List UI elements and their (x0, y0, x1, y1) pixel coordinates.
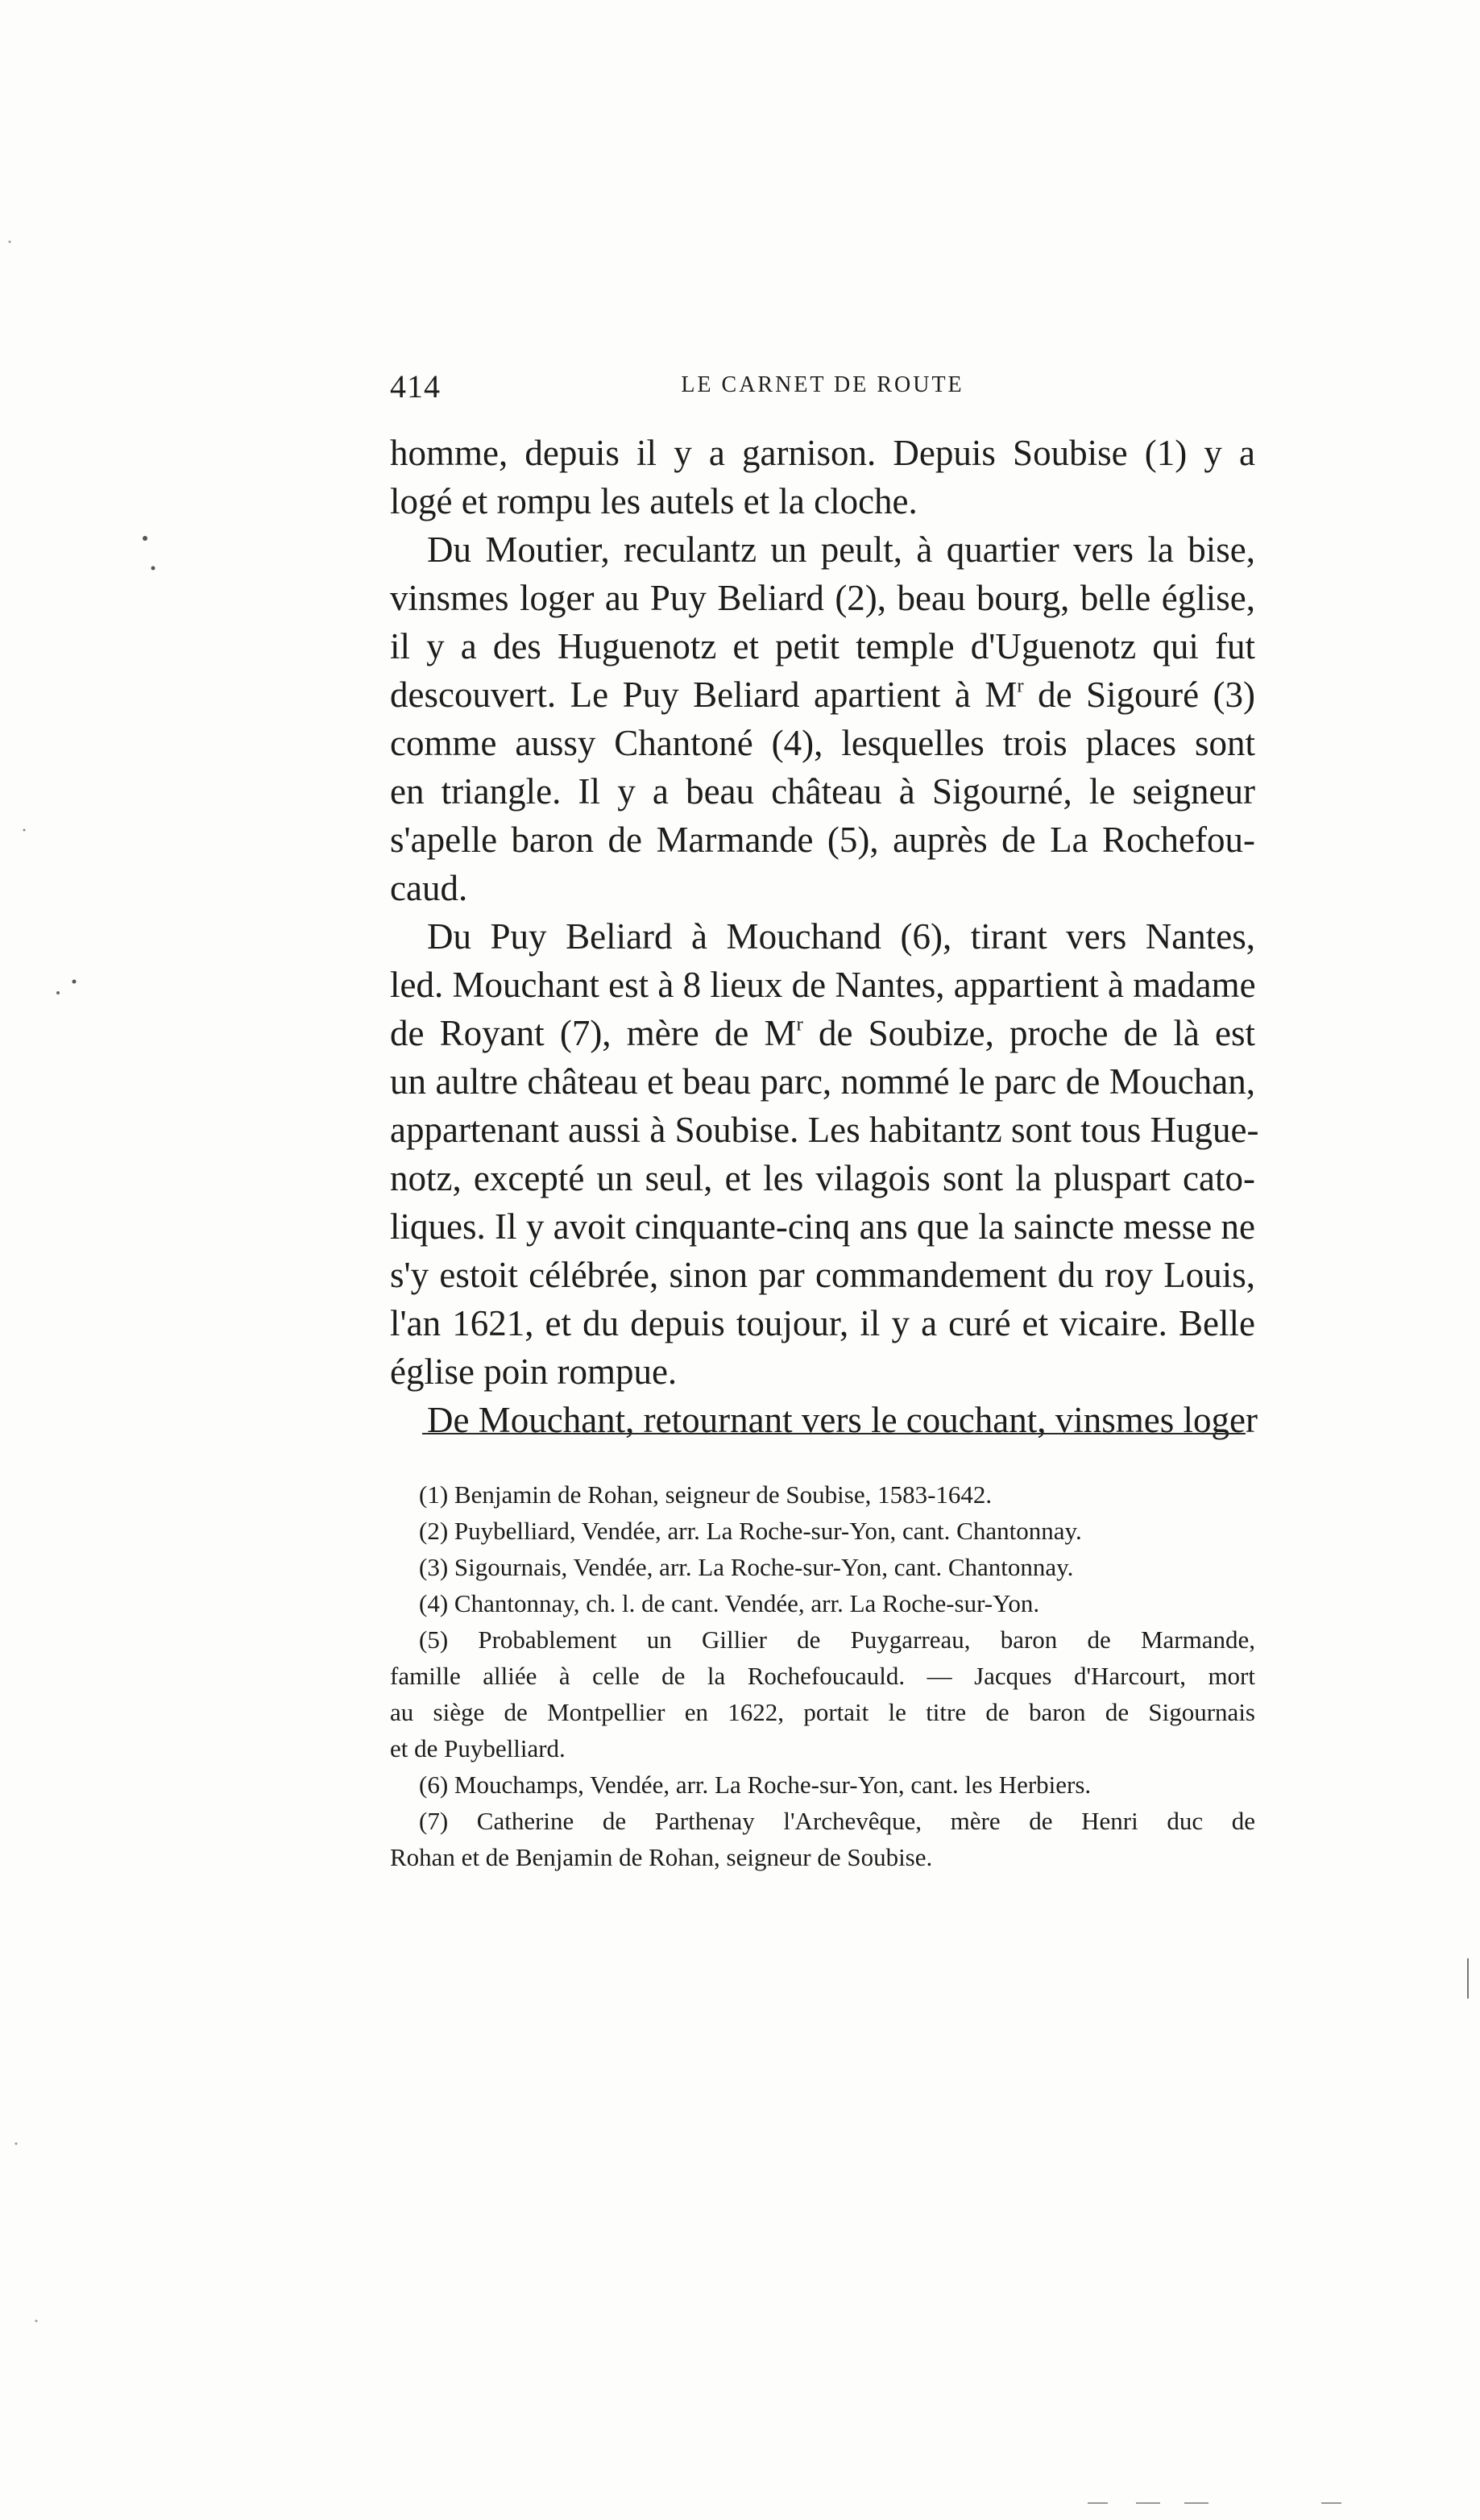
text-line: église poin rompue. (390, 1351, 678, 1392)
text-fragment: de Soubize, proche de là est (802, 1013, 1255, 1053)
main-text (390, 429, 1259, 1444)
text-line: Du Puy Beliard à Mouchand (6), tirant vers Nantes, (427, 916, 1255, 957)
text-line: led. Mouchant est à 8 lieux de Nantes, appartient à madame (390, 965, 1256, 1005)
footnotes (390, 1476, 1255, 1875)
text-line: un aultre château et beau parc, nommé le parc de Mouchan, (390, 1061, 1255, 1102)
footnote-line: (2) Puybelliard, Vendée, arr. La Roche-sur-Yon, cant. Chantonnay. (419, 1517, 1082, 1545)
footnote-divider (422, 1433, 1246, 1434)
text-line: appartenant aussi à Soubise. Les habitantz sont tous Hugue- (390, 1110, 1259, 1150)
text-line: homme, depuis il y a garnison. Depuis Soubise (1) y a (390, 433, 1255, 473)
running-title: LE CARNET DE ROUTE (681, 372, 964, 397)
text-fragment: de Royant (7), mère de M (390, 1013, 797, 1053)
text-fragment: descouvert. Le Puy Beliard apartient à M (390, 675, 1018, 715)
footnote-line: (4) Chantonnay, ch. l. de cant. Vendée, arr. La Roche-sur-Yon. (419, 1589, 1040, 1617)
text-line: notz, excepté un seul, et les vilagois sont la pluspart cato- (390, 1158, 1255, 1198)
text-line: liques. Il y avoit cinquante-cinq ans que la saincte messe ne (390, 1206, 1255, 1247)
footnote-line: et de Puybelliard. (390, 1734, 566, 1762)
text-line: Du Moutier, reculantz un peult, à quartier vers la bise, (427, 529, 1255, 570)
text-line (390, 670, 1255, 719)
running-head (390, 367, 1255, 408)
footnote-line: famille alliée à celle de la Rochefoucauld. — Jacques d'Harcourt, mort (390, 1662, 1255, 1690)
text-line: en triangle. Il y a beau château à Sigourné, le seigneur (390, 771, 1255, 812)
page-number: 414 (390, 368, 441, 405)
text-line: vinsmes loger au Puy Beliard (2), beau bourg, belle église, (390, 578, 1255, 618)
text-line: l'an 1621, et du depuis toujour, il y a curé et vicaire. Belle (390, 1303, 1255, 1343)
footnote-line: au siège de Montpellier en 1622, portait le titre de baron de Sigournais (390, 1698, 1255, 1726)
footnote-line: (3) Sigournais, Vendée, arr. La Roche-sur-Yon, cant. Chantonnay. (419, 1553, 1074, 1581)
footnote-line: (5) Probablement un Gillier de Puygarreau, baron de Marmande, (419, 1625, 1255, 1654)
text-line: s'y estoit célébrée, sinon par commandement du roy Louis, (390, 1255, 1255, 1295)
footnote-line: (7) Catherine de Parthenay l'Archevêque, mère de Henri duc de (419, 1807, 1255, 1835)
text-fragment: de Sigouré (3) (1023, 675, 1255, 715)
text-line: De Mouchant, retournant vers le couchant, vinsmes loger (427, 1400, 1258, 1440)
text-line: comme aussy Chantoné (4), lesquelles trois places sont (390, 723, 1255, 763)
text-line (390, 1009, 1255, 1057)
footnote-line: (6) Mouchamps, Vendée, arr. La Roche-sur-Yon, cant. les Herbiers. (419, 1771, 1092, 1799)
superscript: r (1017, 675, 1024, 697)
text-line: il y a des Huguenotz et petit temple d'Uguenotz qui fut (390, 626, 1255, 666)
footnote-line: (1) Benjamin de Rohan, seigneur de Soubise, 1583-1642. (419, 1480, 993, 1509)
superscript: r (796, 1013, 803, 1036)
text-line: caud. (390, 868, 468, 908)
text-line: logé et rompu les autels et la cloche. (390, 481, 918, 521)
footnote-line: Rohan et de Benjamin de Rohan, seigneur de Soubise. (390, 1843, 933, 1871)
text-line: s'apelle baron de Marmande (5), auprès de La Rochefou- (390, 820, 1255, 860)
